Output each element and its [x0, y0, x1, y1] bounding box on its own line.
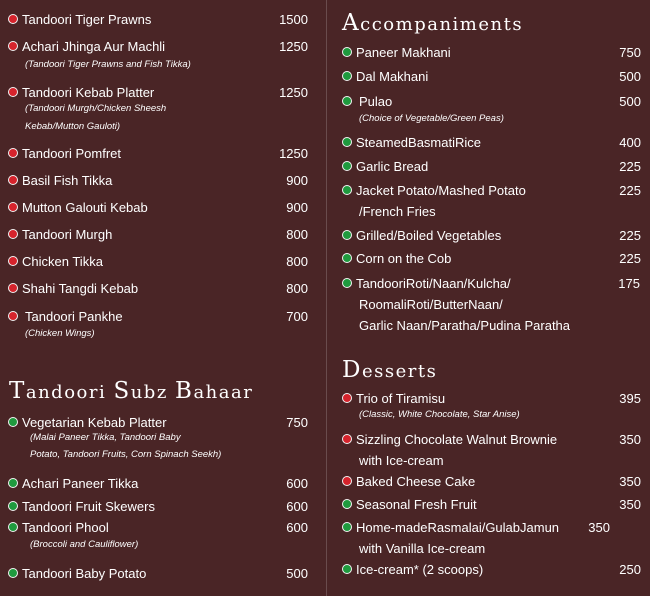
menu-item-name-continued: RoomaliRoti/ButterNaan/	[359, 297, 503, 312]
menu-item-price: 600	[286, 499, 308, 514]
menu-item-name: Tandoori Pankhe	[25, 309, 123, 324]
menu-item-description: (Tandoori Tiger Prawns and Fish Tikka)	[25, 59, 191, 70]
menu-item-price: 175	[618, 276, 640, 291]
menu-item-price: 600	[286, 520, 308, 535]
veg-indicator-icon	[343, 72, 351, 80]
nonveg-indicator-icon	[9, 230, 17, 238]
menu-item-name: Tandoori Kebab Platter	[22, 85, 155, 100]
menu-item-price: 350	[619, 474, 641, 489]
nonveg-indicator-icon	[9, 88, 17, 96]
menu-item-name: Seasonal Fresh Fruit	[356, 497, 477, 512]
menu-item-price: 225	[619, 159, 641, 174]
menu-item-name: Tandoori Fruit Skewers	[22, 499, 155, 514]
menu-item-name: Ice-cream* (2 scoops)	[356, 562, 484, 577]
menu-item-description: (Choice of Vegetable/Green Peas)	[359, 113, 504, 124]
veg-indicator-icon	[343, 500, 351, 508]
veg-indicator-icon	[343, 279, 351, 287]
nonveg-indicator-icon	[9, 149, 17, 157]
menu-item-price: 800	[286, 227, 308, 242]
menu-item-name: Sizzling Chocolate Walnut Brownie	[356, 432, 558, 447]
menu-item-price: 700	[286, 309, 308, 324]
veg-indicator-icon	[9, 502, 17, 510]
menu-item-name: Tandoori Tiger Prawns	[22, 12, 152, 27]
menu-item-description: (Classic, White Chocolate, Star Anise)	[359, 409, 520, 420]
nonveg-indicator-icon	[343, 394, 351, 402]
nonveg-indicator-icon	[343, 477, 351, 485]
veg-indicator-icon	[9, 479, 17, 487]
menu-item-name: Baked Cheese Cake	[356, 474, 476, 489]
menu-item-description: (Broccoli and Cauliflower)	[30, 539, 139, 550]
nonveg-indicator-icon	[9, 176, 17, 184]
menu-item-price: 800	[286, 254, 308, 269]
menu-item-price: 500	[619, 69, 641, 84]
menu-item-name: Tandoori Phool	[22, 520, 109, 535]
nonveg-indicator-icon	[9, 15, 17, 23]
column-divider	[326, 0, 327, 596]
menu-item-name: Jacket Potato/Mashed Potato	[356, 183, 526, 198]
nonveg-indicator-icon	[343, 435, 351, 443]
menu-item-name: Tandoori Murgh	[22, 227, 113, 242]
menu-item-name: Achari Paneer Tikka	[22, 476, 139, 491]
veg-indicator-icon	[9, 569, 17, 577]
menu-item-price: 800	[286, 281, 308, 296]
menu-item-name: Corn on the Cob	[356, 251, 452, 266]
menu-item-name: Mutton Galouti Kebab	[22, 200, 148, 215]
menu-item-price: 1250	[279, 146, 308, 161]
veg-indicator-icon	[343, 565, 351, 573]
menu-item-name: TandooriRoti/Naan/Kulcha/	[356, 276, 511, 291]
menu-item-price: 395	[619, 391, 641, 406]
menu-item-price: 1250	[279, 85, 308, 100]
menu-item-price: 350	[588, 520, 610, 535]
veg-indicator-icon	[9, 418, 17, 426]
section-title-tandoori-subz-bahaar: Tandoori Subz Bahaar	[9, 378, 254, 404]
menu-item-name: Home-madeRasmalai/GulabJamun	[356, 520, 560, 535]
menu-item-price: 500	[619, 94, 641, 109]
menu-item-price: 900	[286, 200, 308, 215]
veg-indicator-icon	[343, 162, 351, 170]
veg-indicator-icon	[343, 48, 351, 56]
veg-indicator-icon	[9, 523, 17, 531]
menu-item-name-continued: with Vanilla Ice-cream	[359, 541, 486, 556]
menu-item-name: Tandoori Baby Potato	[22, 566, 147, 581]
menu-item-name: Vegetarian Kebab Platter	[22, 415, 167, 430]
menu-item-name: SteamedBasmatiRice	[356, 135, 481, 150]
menu-item-description: Potato, Tandoori Fruits, Corn Spinach Seekh)	[30, 449, 222, 460]
section-title-accompaniments: Accompaniments	[342, 10, 524, 36]
menu-item-price: 350	[619, 497, 641, 512]
menu-item-price: 600	[286, 476, 308, 491]
menu-item-name: Dal Makhani	[356, 69, 429, 84]
menu-item-price: 750	[619, 45, 641, 60]
menu-item-description: Kebab/Mutton Gauloti)	[25, 121, 121, 132]
menu-item-name-continued: Garlic Naan/Paratha/Pudina Paratha	[359, 318, 571, 333]
menu-item-name: Achari Jhinga Aur Machli	[22, 39, 166, 54]
menu-item-name: Tandoori Pomfret	[22, 146, 121, 161]
nonveg-indicator-icon	[9, 203, 17, 211]
menu-item-price: 225	[619, 228, 641, 243]
nonveg-indicator-icon	[9, 312, 17, 320]
nonveg-indicator-icon	[9, 42, 17, 50]
menu-item-price: 250	[619, 562, 641, 577]
veg-indicator-icon	[343, 231, 351, 239]
nonveg-indicator-icon	[9, 284, 17, 292]
menu-item-name: Shahi Tangdi Kebab	[22, 281, 139, 296]
menu-item-price: 900	[286, 173, 308, 188]
menu-item-price: 400	[619, 135, 641, 150]
menu-item-description: (Chicken Wings)	[25, 328, 95, 339]
menu-item-price: 1500	[279, 12, 308, 27]
menu-item-name-continued: /French Fries	[359, 204, 436, 219]
menu-item-description: (Malai Paneer Tikka, Tandoori Baby	[30, 432, 181, 443]
menu-item-price: 1250	[279, 39, 308, 54]
menu-item-name: Grilled/Boiled Vegetables	[356, 228, 502, 243]
veg-indicator-icon	[343, 186, 351, 194]
menu-item-price: 225	[619, 251, 641, 266]
veg-indicator-icon	[343, 523, 351, 531]
menu-item-name: Paneer Makhani	[356, 45, 451, 60]
menu-item-price: 500	[286, 566, 308, 581]
menu-item-name-continued: with Ice-cream	[359, 453, 444, 468]
menu-item-name: Garlic Bread	[356, 159, 429, 174]
menu-item-price: 225	[619, 183, 641, 198]
veg-indicator-icon	[343, 138, 351, 146]
menu-item-price: 750	[286, 415, 308, 430]
menu-item-name: Basil Fish Tikka	[22, 173, 113, 188]
veg-indicator-icon	[343, 97, 351, 105]
section-title-desserts: Desserts	[342, 357, 438, 383]
menu-item-price: 350	[619, 432, 641, 447]
veg-indicator-icon	[343, 254, 351, 262]
menu-item-name: Trio of Tiramisu	[356, 391, 446, 406]
menu-item-description: (Tandoori Murgh/Chicken Sheesh	[25, 103, 167, 114]
menu-item-name: Chicken Tikka	[22, 254, 103, 269]
nonveg-indicator-icon	[9, 257, 17, 265]
menu-item-name: Pulao	[359, 94, 393, 109]
